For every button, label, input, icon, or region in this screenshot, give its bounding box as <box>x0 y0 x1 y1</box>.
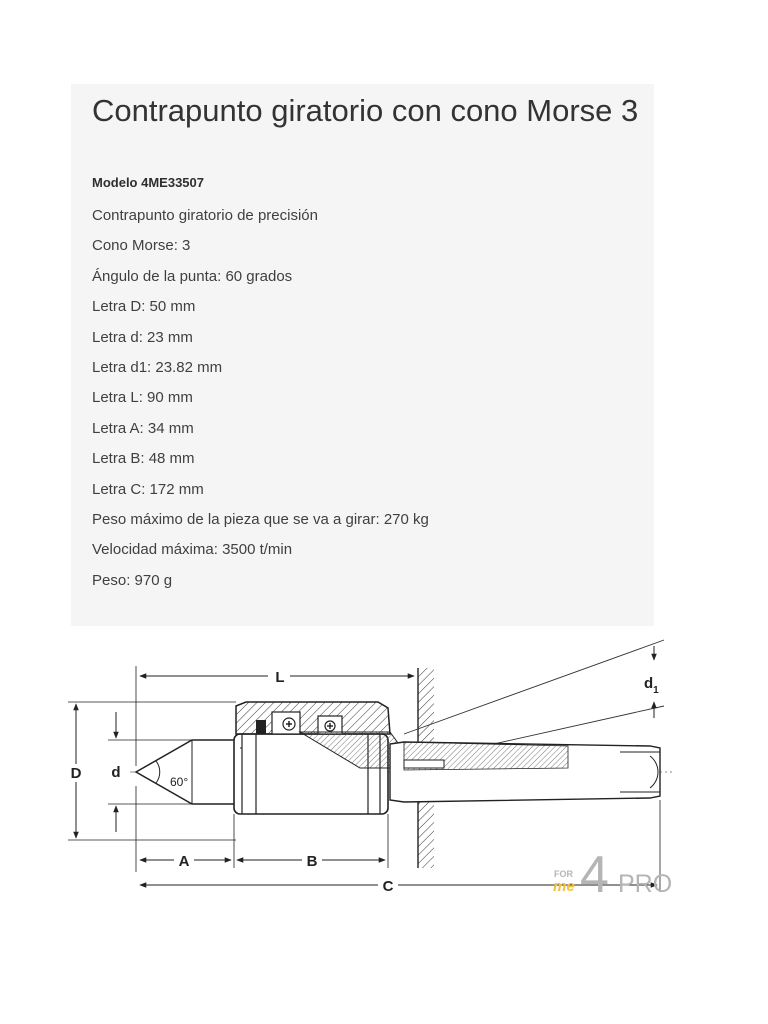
dimension-label-a: A <box>178 853 190 870</box>
spec-item: Peso: 970 g <box>92 571 173 589</box>
model-number: Modelo 4ME33507 <box>92 175 204 190</box>
spec-item: Ángulo de la punta: 60 grados <box>92 267 293 285</box>
tip-angle-label: 60° <box>170 775 189 789</box>
spec-item: Velocidad máxima: 3500 t/min <box>92 541 293 559</box>
logo-four: 4 <box>580 846 609 898</box>
logo-me: me <box>553 878 575 895</box>
dimension-label-d1-sub: 1 <box>653 685 659 696</box>
product-title: Contrapunto giratorio con cono Morse 3 <box>92 93 639 128</box>
spec-item: Letra d1: 23.82 mm <box>92 358 223 376</box>
dimension-label-big-d: D <box>70 765 82 782</box>
spec-list <box>92 204 429 599</box>
dimension-label-c: C <box>382 878 394 895</box>
spec-item: Letra L: 90 mm <box>92 389 193 407</box>
logo-pro: PRO <box>618 870 673 898</box>
dimension-label-small-d: d <box>111 764 121 781</box>
spec-item: Peso máximo de la pieza que se va a girar: 270 kg <box>92 510 429 528</box>
tip-cone <box>136 740 242 804</box>
dimension-label-b: B <box>306 853 318 870</box>
spec-item: Letra C: 172 mm <box>92 480 204 498</box>
dimension-label-d1 <box>644 675 659 696</box>
spec-item: Letra A: 34 mm <box>92 419 194 437</box>
spec-item: Letra D: 50 mm <box>92 298 196 316</box>
for-me-4-pro-logo <box>552 844 682 898</box>
spec-item: Cono Morse: 3 <box>92 237 191 255</box>
spec-item: Contrapunto giratorio de precisión <box>92 207 318 224</box>
dimension-label-l: L <box>275 669 285 686</box>
spec-card <box>71 84 654 626</box>
dimension-label-d1-main: d <box>644 675 654 692</box>
morse-taper <box>390 742 660 802</box>
logo-for: FOR <box>554 869 573 879</box>
spec-item: Letra B: 48 mm <box>92 450 195 468</box>
spec-item: Letra d: 23 mm <box>92 328 193 346</box>
